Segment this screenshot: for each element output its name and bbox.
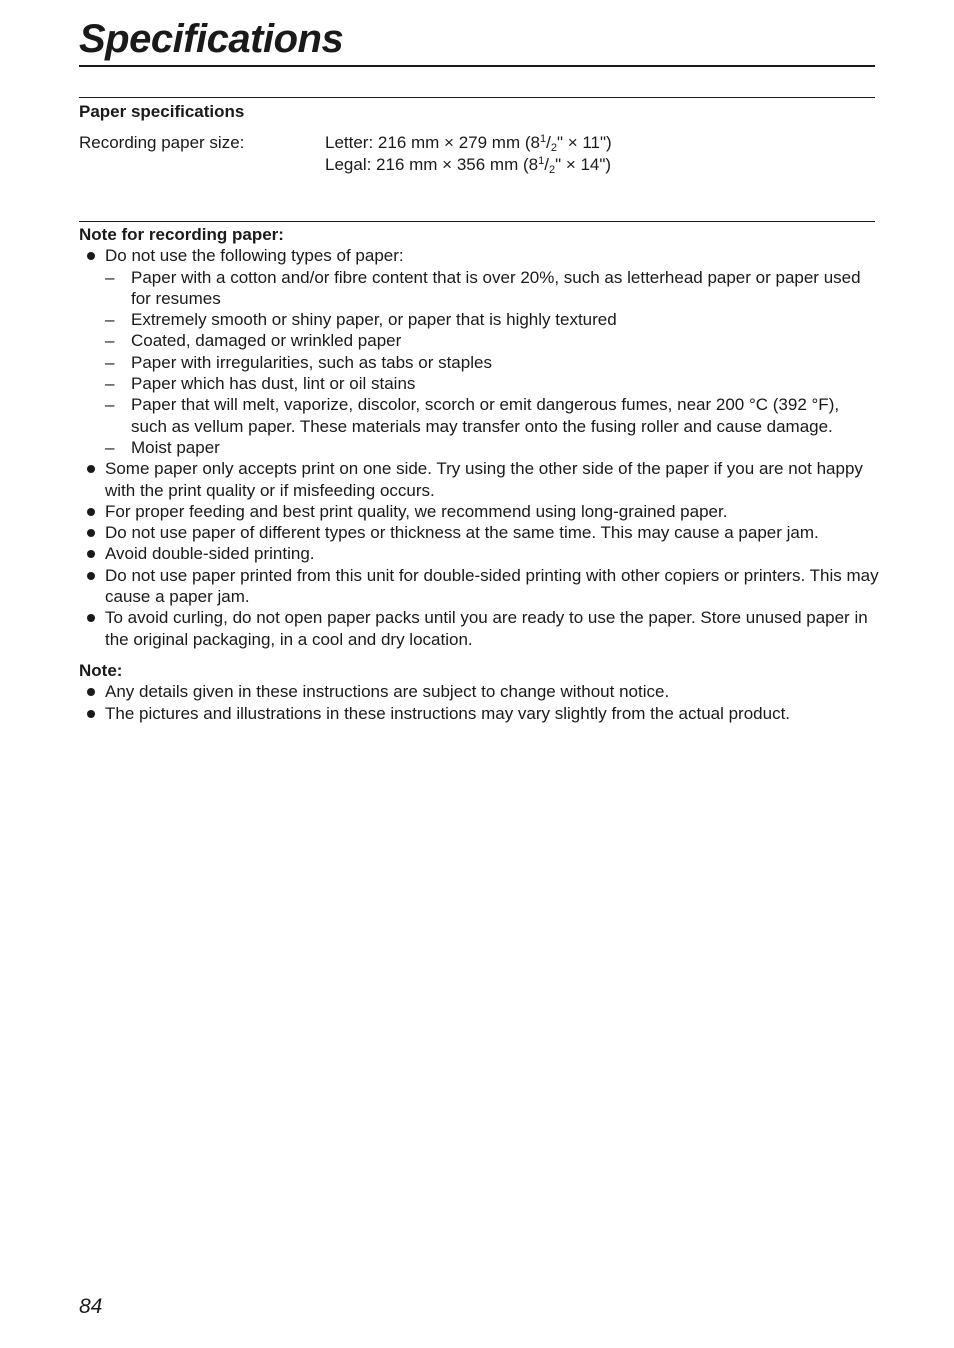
- list-item: Some paper only accepts print on one side. Try using the other side of the paper if you are not happy with the print quality or if misfeeding occurs.: [79, 458, 879, 501]
- sub-list-item: – Paper that will melt, vaporize, discolor, scorch or emit dangerous fumes, near 200 °C (392 °F), such as vellum paper. These materials may transfer onto the fusing roller and cause damage.: [105, 395, 840, 436]
- list-item: Avoid double-sided printing.: [79, 543, 879, 564]
- sub-list-item: – Paper which has dust, lint or oil stains: [105, 374, 416, 394]
- bullet-icon: [87, 252, 95, 260]
- title-underline: [79, 65, 875, 67]
- bullet-icon: [87, 465, 95, 473]
- dash-icon: –: [105, 374, 115, 394]
- list-item: Do not use paper of different types or thickness at the same time. This may cause a paper jam.: [79, 522, 879, 543]
- recording-note-heading: Note for recording paper:: [79, 225, 284, 244]
- section-divider: [79, 221, 875, 222]
- page-number: 84: [79, 1295, 103, 1318]
- bullet-icon: [87, 688, 95, 696]
- list-item: Do not use the following types of paper:: [79, 245, 879, 266]
- general-notes: [79, 660, 879, 724]
- list-item: To avoid curling, do not open paper packs until you are ready to use the paper. Store unused paper in the original packaging, in a cool and dry location.: [79, 607, 879, 650]
- dash-icon: –: [105, 352, 115, 372]
- page-title: Specifications: [79, 17, 344, 61]
- note-heading: Note:: [79, 661, 123, 680]
- sub-list-item: – Extremely smooth or shiny paper, or paper that is highly textured: [105, 310, 617, 330]
- legal-size-value: Legal: 216 mm × 356 mm ($8^1/_2$" × 14"): [325, 155, 612, 176]
- section-divider: [79, 97, 875, 98]
- dash-icon: –: [105, 437, 115, 457]
- paper-specifications-heading: Paper specifications: [79, 102, 245, 121]
- recording-paper-notes: [79, 224, 879, 650]
- bullet-icon: [87, 508, 95, 516]
- bullet-icon: [87, 529, 95, 537]
- dash-icon: –: [105, 267, 115, 287]
- dash-icon: –: [105, 331, 115, 351]
- dash-icon: –: [105, 310, 115, 330]
- letter-size-value: Letter: 216 mm × 279 mm ($8^1/_2$" × 11"): [325, 133, 612, 154]
- bullet-icon: [87, 614, 95, 622]
- dash-icon: –: [105, 395, 115, 415]
- list-item: Any details given in these instructions are subject to change without notice.: [79, 681, 879, 702]
- sub-list-item: – Moist paper: [105, 437, 220, 457]
- bullet-icon: [87, 710, 95, 718]
- bullet-icon: [87, 550, 95, 558]
- sub-list-item: – Paper with irregularities, such as tabs or staples: [105, 352, 492, 372]
- sub-list-item: – Paper with a cotton and/or fibre content that is over 20%, such as letterhead paper or paper used for resumes: [105, 267, 861, 308]
- recording-paper-size-values: [325, 132, 612, 176]
- sub-list-item: – Coated, damaged or wrinkled paper: [105, 331, 402, 351]
- list-item: For proper feeding and best print quality, we recommend using long-grained paper.: [79, 501, 879, 522]
- bullet-icon: [87, 572, 95, 580]
- list-item: Do not use paper printed from this unit for double-sided printing with other copiers or printers. This may cause a paper jam.: [79, 565, 879, 608]
- recording-paper-size-label: Recording paper size:: [79, 133, 245, 152]
- list-item: The pictures and illustrations in these instructions may vary slightly from the actual product.: [79, 703, 879, 724]
